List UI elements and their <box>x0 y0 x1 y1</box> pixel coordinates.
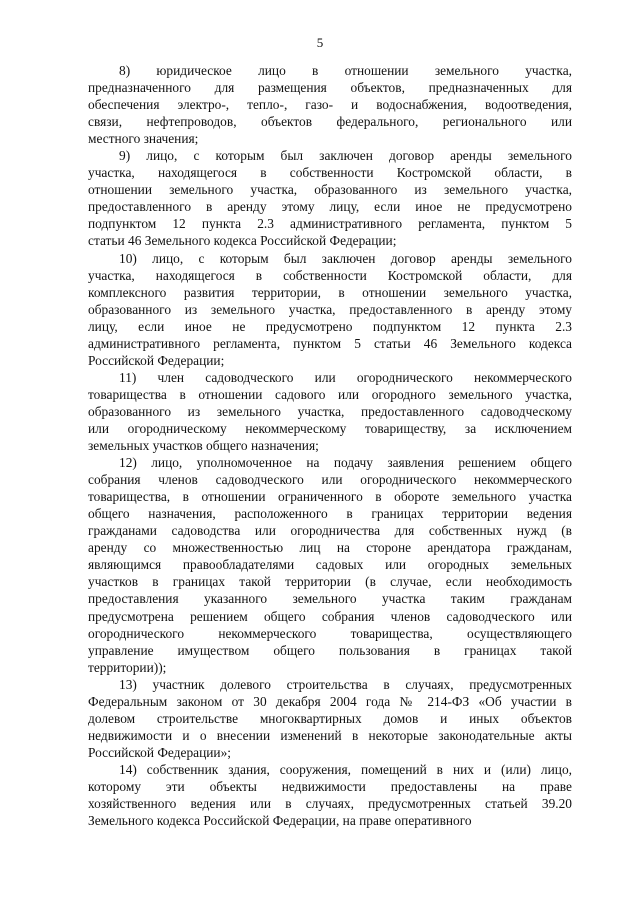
text-line: участков в границах такой территории (в случае, если необходимость <box>88 574 572 590</box>
text-line: предоставления указанного земельного участка таким гражданам <box>88 591 572 607</box>
text-line: гражданами садоводства или огородничества для собственных нужд (в <box>88 523 572 539</box>
text-line: образованного из земельного участка, предоставленного в аренду этому <box>88 301 572 317</box>
text-line: Российской Федерации; <box>88 352 225 368</box>
list-item <box>88 62 572 147</box>
list-item <box>88 369 572 454</box>
text-line: 13) участник долевого строительства в случаях, предусмотренных <box>119 676 572 692</box>
text-line: управление имуществом общего пользования в границах такой <box>88 642 572 658</box>
text-line: земельных участков общего назначения; <box>88 438 319 454</box>
list-item <box>88 761 572 829</box>
page-number: 5 <box>316 35 324 50</box>
text-line: Земельного кодекса Российской Федерации, на праве оперативного <box>88 813 472 829</box>
text-line: 10) лицо, с которым был заключен договор аренды земельного <box>119 250 572 266</box>
text-line: или огородническому некоммерческому товариществу, за исключением <box>88 420 572 436</box>
text-line: участка, находящегося в собственности Костромской области, в <box>88 165 572 181</box>
list-item <box>88 676 572 761</box>
text-line: хозяйственного ведения или в случаях, предусмотренных статьей 39.20 <box>88 796 572 812</box>
text-line: 14) собственник здания, сооружения, помещений в них и (или) лицо, <box>119 761 572 777</box>
text-line: комплексного развития территории, в отношении земельного участка, <box>88 284 572 300</box>
text-line: товарищества в отношении садового или огородного земельного участка, <box>88 386 572 402</box>
text-line: 11) член садоводческого или огороднического некоммерческого <box>119 369 572 385</box>
text-line: собрания членов садоводческого или огороднического некоммерческого <box>88 472 572 488</box>
text-line: 8) юридическое лицо в отношении земельного участка, <box>119 63 572 78</box>
text-line: административного регламента, пунктом 5 статьи 46 Земельного кодекса <box>88 335 572 351</box>
text-line: огороднического некоммерческого товарищества, осуществляющего <box>88 625 572 641</box>
text-line: статьи 46 Земельного кодекса Российской Федерации; <box>88 233 397 249</box>
text-line: недвижимости и о внесении изменений в некоторые законодательные акты <box>88 727 572 743</box>
list-item <box>88 250 572 369</box>
text-line: связи, нефтепроводов, объектов федерального, регионального или <box>88 114 572 130</box>
text-line: предоставленного в аренду этому лицу, если иное не предусмотрено <box>88 199 572 215</box>
text-line: являющимся правообладателями садовых или огородных земельных <box>88 557 572 573</box>
list-item <box>88 454 572 676</box>
text-line: подпунктом 12 пункта 2.3 административного регламента, пунктом 5 <box>88 216 572 232</box>
text-line: 12) лицо, уполномоченное на подачу заявления решением общего <box>119 455 572 471</box>
text-line: образованного из земельного участка, предоставленного садоводческому <box>88 403 572 419</box>
text-line: территории)); <box>88 659 167 675</box>
text-line: Российской Федерации»; <box>88 744 231 760</box>
text-line: лицу, если иное не предусмотрено подпунктом 12 пункта 2.3 <box>88 318 572 334</box>
text-line: 9) лицо, с которым был заключен договор аренды земельного <box>119 148 572 164</box>
text-line: общего назначения, расположенного в границах территории ведения <box>88 506 572 522</box>
text-line: долевом строительстве многоквартирных домов и иных объектов <box>88 710 572 726</box>
text-line: аренду со множественностью лиц на стороне арендатора гражданам, <box>88 540 572 556</box>
text-line: предназначенного для размещения объектов, предназначенных для <box>88 80 572 96</box>
text-line: предусмотрена решением общего собрания членов садоводческого или <box>88 608 572 624</box>
text-line: товарищества, в отношении ограниченного в обороте земельного участка <box>88 489 572 505</box>
text-line: участка, находящегося в собственности Костромской области, для <box>88 267 572 283</box>
list-item <box>88 147 572 249</box>
text-line: обеспечения электро-, тепло-, газо- и водоснабжения, водоотведения, <box>88 97 572 113</box>
document-body <box>88 62 572 829</box>
text-line: отношении земельного участка, образованного из земельного участка, <box>88 182 572 198</box>
text-line: которому эти объекты недвижимости предоставлены на праве <box>88 778 572 794</box>
text-line: Федеральным законом от 30 декабря 2004 года № 214-ФЗ «Об участии в <box>88 693 572 709</box>
text-line: местного значения; <box>88 131 199 147</box>
